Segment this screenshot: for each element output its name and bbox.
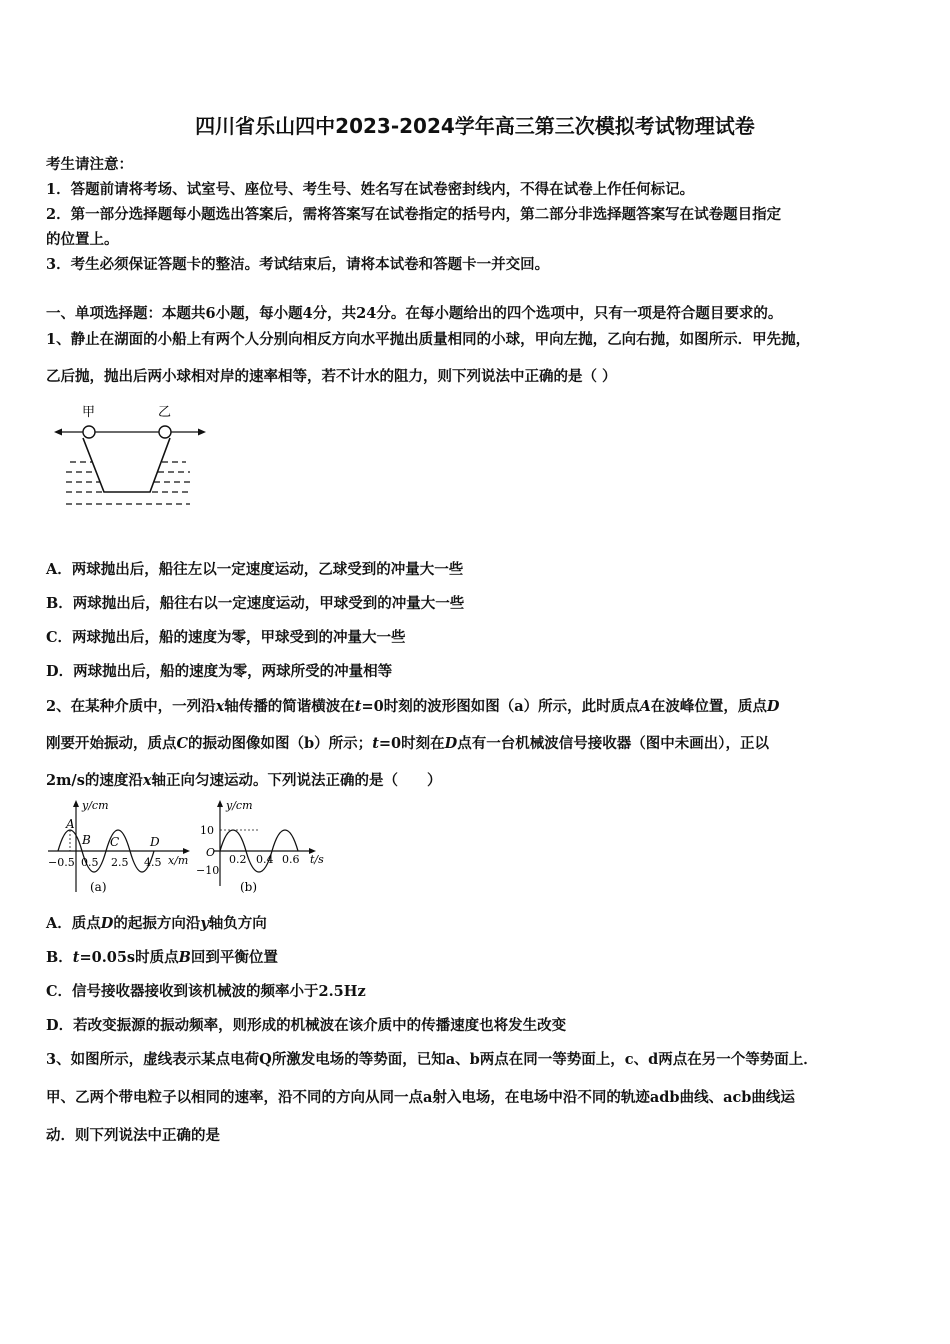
arrow-right	[198, 429, 206, 436]
water-lines	[66, 462, 190, 504]
label-yi: 乙	[158, 405, 172, 420]
y-label: y/cm	[82, 799, 109, 812]
q1-option-b: B．两球抛出后，船往右以一定速度运动，甲球受到的冲量大一些	[46, 595, 465, 612]
q2-wave-figure-a	[44, 796, 200, 898]
y-tick-label: −10	[196, 864, 220, 877]
notice-item: 3．考生必须保证答题卡的整洁。考试结束后，请将本试卷和答题卡一并交回。	[46, 256, 550, 273]
exam-title: 四川省乐山四中2023-2024学年高三第三次模拟考试物理试卷	[195, 114, 755, 138]
q3-stem-line: 动．则下列说法中正确的是	[46, 1127, 220, 1144]
x-tick-label: 0.5	[81, 856, 99, 869]
notice-item: 1．答题前请将考场、试室号、座位号、考生号、姓名写在试卷密封线内，不得在试卷上作任何标记。	[46, 181, 695, 198]
caption-b: (b)	[240, 880, 258, 894]
point-c-label: C	[110, 835, 120, 849]
q2-stem-line-3: 2m/s的速度沿x轴正向匀速运动。下列说法正确的是（ ）	[46, 772, 442, 789]
q2-vibration-figure-b	[196, 796, 328, 898]
y-axis-arrow	[73, 800, 79, 807]
q1-stem-line: 1、静止在湖面的小船上有两个人分别向相反方向水平抛出质量相同的小球，甲向左抛，乙向右抛，如图所示．甲先抛，	[46, 331, 811, 348]
q1-option-a: A．两球抛出后，船往左以一定速度运动，乙球受到的冲量大一些	[46, 561, 464, 578]
y-label: y/cm	[226, 799, 253, 812]
q2-option-c: C．信号接收器接收到该机械波的频率小于2.5Hz	[46, 983, 366, 1000]
q2-stem-line-1: 2、在某种介质中，一列沿x轴传播的简谐横波在t=0时刻的波形图如图（a）所示，此时质点A在波峰位置，质点D	[46, 698, 780, 715]
caption-a: (a)	[90, 880, 107, 894]
ball-jia	[83, 426, 95, 438]
notice-item: 2．第一部分选择题每小题选出答案后，需将答案写在试卷指定的括号内，第二部分非选择题答案写在试卷题目指定	[46, 206, 782, 223]
point-b-label: B	[82, 833, 91, 847]
notice-heading: 考生请注意：	[46, 156, 133, 173]
point-a-label: A	[66, 817, 75, 831]
y-axis-arrow	[217, 800, 223, 807]
boat-hull	[83, 438, 170, 492]
t-tick-label: 0.6	[282, 853, 300, 866]
q1-option-d: D．两球抛出后，船的速度为零，两球所受的冲量相等	[46, 663, 393, 680]
t-tick-label: 0.4	[256, 853, 274, 866]
x-tick-label: 2.5	[111, 856, 129, 869]
origin-label: O	[206, 846, 216, 859]
x-tick-label: 4.5	[144, 856, 162, 869]
section-heading: 一、单项选择题：本题共6小题，每小题4分，共24分。在每小题给出的四个选项中，只有一项是符合题目要求的。	[46, 305, 783, 322]
q1-stem-line: 乙后抛，抛出后两小球相对岸的速率相等，若不计水的阻力，则下列说法中正确的是（ ）	[46, 368, 617, 385]
q3-stem-line: 甲、乙两个带电粒子以相同的速率，沿不同的方向从同一点a射入电场，在电场中沿不同的轨迹adb曲线、acb曲线运	[46, 1089, 795, 1106]
q2-option-a: A．质点D的起振方向沿y轴负方向	[46, 915, 267, 932]
t-label: t/s	[310, 853, 324, 866]
point-d-label: D	[150, 835, 160, 849]
y-tick-label: 10	[200, 824, 214, 837]
arrow-left	[54, 429, 62, 436]
x-tick-label: −0.5	[48, 856, 75, 869]
label-jia: 甲	[82, 405, 96, 420]
ball-yi	[159, 426, 171, 438]
notice-item: 的位置上。	[46, 231, 119, 248]
t-tick-label: 0.2	[229, 853, 247, 866]
q1-option-c: C．两球抛出后，船的速度为零，甲球受到的冲量大一些	[46, 629, 406, 646]
q2-stem-line-2: 刚要开始振动，质点C的振动图像如图（b）所示；t=0时刻在D点有一台机械波信号接收器（图中未画出），正以	[46, 735, 769, 752]
q3-stem-line: 3、如图所示，虚线表示某点电荷Q所激发电场的等势面，已知a、b两点在同一等势面上，c、d两点在另一个等势面上．	[46, 1051, 818, 1068]
q2-option-b: B．t=0.05s时质点B回到平衡位置	[46, 949, 278, 966]
q1-boat-figure	[52, 400, 212, 512]
x-label: x/m	[168, 854, 189, 867]
q2-option-d: D．若改变振源的振动频率，则形成的机械波在该介质中的传播速度也将发生改变	[46, 1017, 567, 1034]
